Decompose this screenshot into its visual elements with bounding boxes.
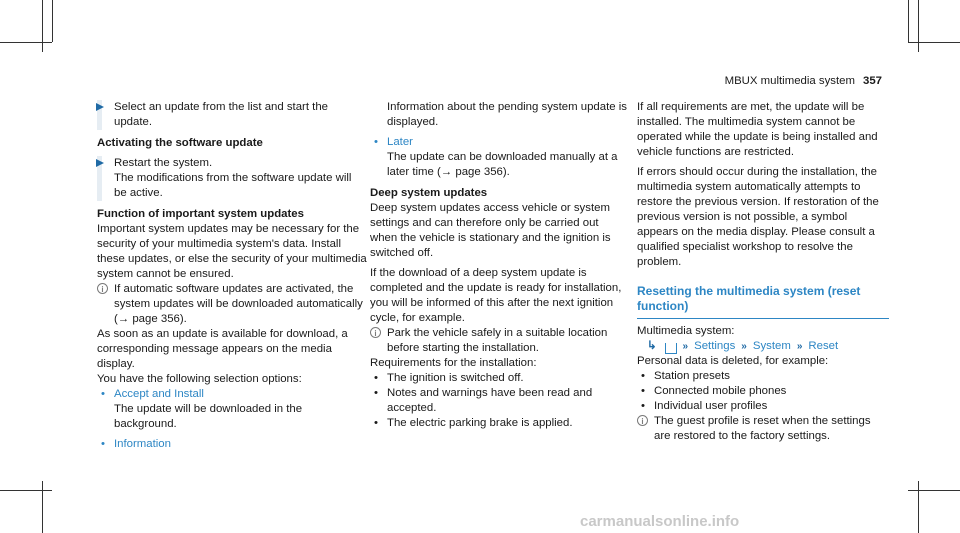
- crop-mark: [918, 481, 919, 533]
- crop-mark: [908, 42, 960, 43]
- list-item: • The ignition is switched off.: [370, 371, 628, 386]
- list-item: • Individual user profiles: [637, 399, 889, 414]
- crop-mark: [52, 0, 53, 42]
- crop-mark: [908, 0, 909, 42]
- note: [370, 326, 628, 356]
- column-3: [637, 100, 889, 444]
- paragraph: Multimedia system:: [637, 325, 735, 337]
- crop-mark: [918, 0, 919, 52]
- option-accept-install: • Accept and Install: [97, 387, 367, 402]
- step-arrow-icon: [96, 103, 104, 111]
- step-item: [97, 156, 367, 201]
- option-description: The update will be downloaded in the background.: [114, 403, 303, 430]
- crop-mark: [42, 0, 43, 52]
- heading-function: Function of important system updates: [97, 208, 304, 220]
- watermark: carmanualsonline.info: [580, 513, 740, 530]
- double-chevron-icon: »: [741, 341, 747, 352]
- paragraph: Requirements for the installation:: [370, 357, 537, 369]
- section-title: Resetting the multimedia system (reset function): [637, 284, 889, 319]
- crop-mark: [42, 481, 43, 533]
- list-item: • The electric parking brake is applied.: [370, 416, 628, 431]
- header-section: MBUX multimedia system: [724, 75, 855, 87]
- paragraph: If all requirements are met, the update will be installed. The multimedia system cannot be operated while the update is being installed and vehicle functions are restricted.: [637, 101, 878, 158]
- home-icon: [665, 343, 677, 354]
- menu-path: [637, 339, 889, 354]
- crop-mark: [908, 490, 960, 491]
- note-text: Park the vehicle safely in a suitable location before starting the installation.: [387, 327, 608, 354]
- paragraph: If the download of a deep system update is completed and the update is ready for installation, you will be informed of this after the next ignition cycle, for example.: [370, 267, 622, 324]
- option-information: • Information: [97, 437, 367, 452]
- enter-arrow-icon: ↳: [647, 340, 657, 352]
- heading-activating: Activating the software update: [97, 137, 263, 149]
- step-result: The modifications from the software update will be active.: [114, 172, 352, 199]
- path-reset: Reset: [808, 340, 839, 352]
- step-text: Restart the system.: [114, 157, 213, 169]
- column-1: [97, 100, 367, 452]
- page-number: 357: [862, 75, 882, 87]
- note-text: The guest profile is reset when the settings are restored to the factory settings.: [654, 415, 871, 442]
- crop-mark: [0, 490, 52, 491]
- note: [97, 282, 367, 327]
- step-arrow-icon: [96, 159, 104, 167]
- column-2: [370, 100, 628, 431]
- paragraph: Deep system updates access vehicle or system settings and can therefore only be carried out when the vehicle is stationary and the ignition is switched off.: [370, 202, 611, 259]
- option-description: The update can be downloaded manually at a later time (→ page 356).: [387, 151, 618, 178]
- path-settings: Settings: [694, 340, 736, 352]
- paragraph: As soon as an update is available for download, a corresponding message appears on the media display.: [97, 328, 348, 370]
- double-chevron-icon: »: [682, 341, 689, 352]
- list-item: • Notes and warnings have been read and accepted.: [370, 386, 628, 416]
- step-text: Select an update from the list and start the update.: [114, 101, 329, 128]
- step-item: [97, 100, 367, 130]
- info-icon: i: [637, 415, 648, 426]
- note-text: If automatic software updates are activated, the system updates will be downloaded automatically (→ page 356).: [114, 283, 363, 325]
- option-description: Information about the pending system update is displayed.: [387, 101, 627, 128]
- paragraph: Personal data is deleted, for example:: [637, 355, 829, 367]
- paragraph: If errors should occur during the installation, the multimedia system automatically attempts to restore the previous version. If restoration of the previous version is not possible, a symbol appears on the media display. Please consult a qualified specialist workshop to resolve the problem.: [637, 166, 879, 268]
- paragraph: Important system updates may be necessary for the security of your multimedia system's data. Install these updates, or else the security of your multimedia system cannot be ensured.: [97, 223, 367, 280]
- paragraph: You have the following selection options:: [97, 373, 302, 385]
- note: [637, 414, 889, 444]
- list-item: • Connected mobile phones: [637, 384, 889, 399]
- double-chevron-icon: »: [796, 341, 803, 352]
- list-item: • Station presets: [637, 369, 889, 384]
- path-system: System: [752, 340, 791, 352]
- info-icon: i: [97, 283, 108, 294]
- option-later: • Later: [370, 135, 628, 150]
- info-icon: i: [370, 327, 381, 338]
- heading-deep: Deep system updates: [370, 187, 488, 199]
- crop-mark: [0, 42, 52, 43]
- page-header: [725, 74, 882, 89]
